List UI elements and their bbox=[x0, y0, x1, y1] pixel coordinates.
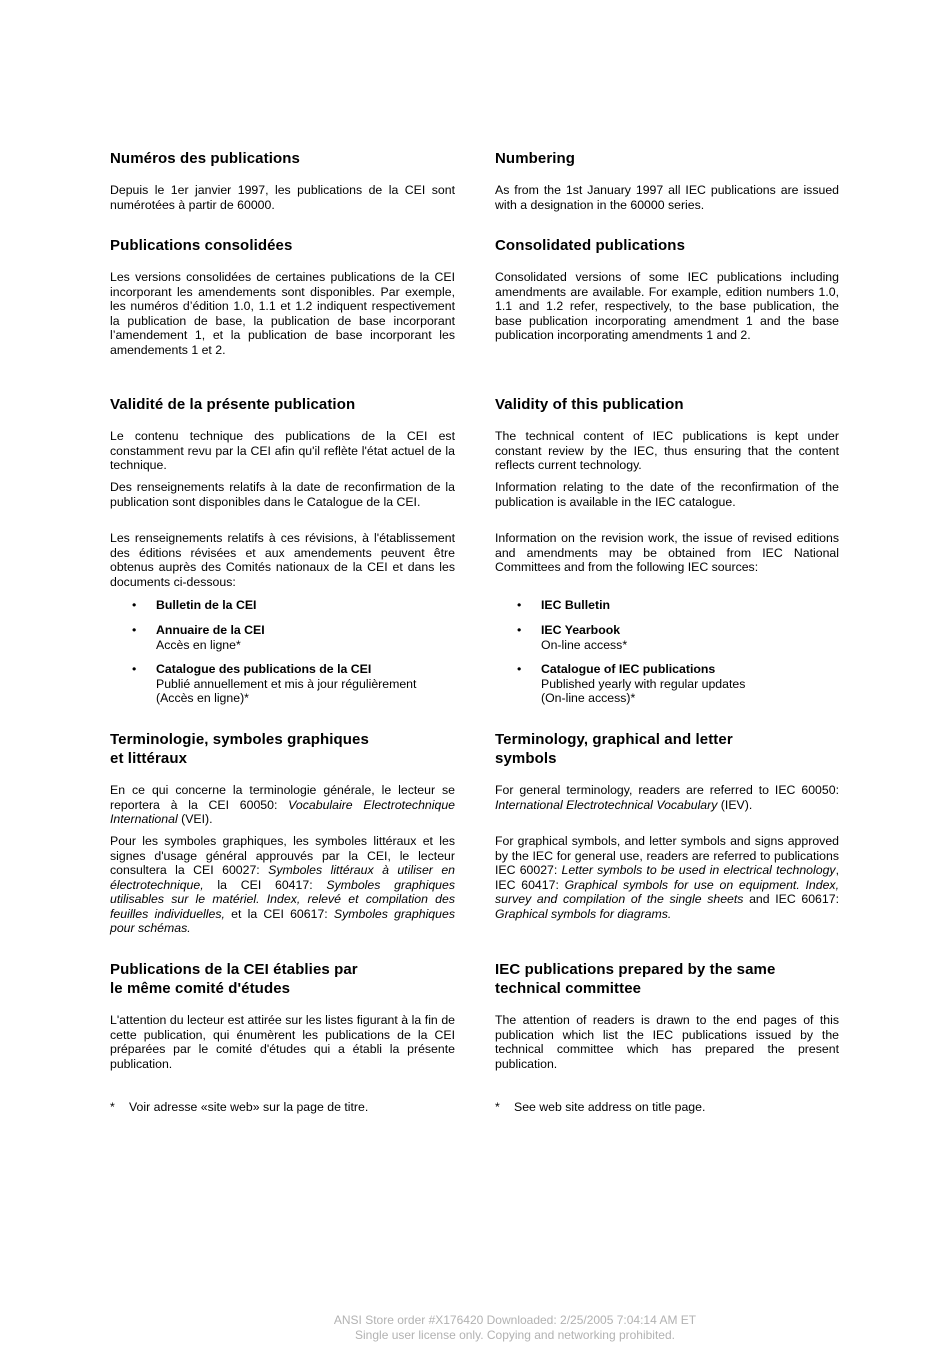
list-item bbox=[110, 623, 455, 652]
validity-paragraph: Le contenu technique des publications de la CEI est constamment revu par la CEI afin qu'il reflète l'état actuel de la technique. bbox=[110, 429, 455, 472]
source-detail: On-line access* bbox=[541, 637, 628, 652]
list-item bbox=[495, 662, 839, 706]
terminology-heading-line: Terminology, graphical and letter bbox=[495, 731, 733, 748]
bullet: • bbox=[132, 598, 137, 612]
source-title: Annuaire de la CEI bbox=[156, 623, 265, 637]
footnote: * See web site address on title page. bbox=[495, 1100, 706, 1114]
validity-paragraph: The technical content of IEC publications is kept under constant review by the IEC, thus ensuring that the content reflects current technology. bbox=[495, 429, 839, 472]
bullet: • bbox=[517, 598, 522, 612]
terminology-heading bbox=[495, 730, 839, 768]
list-item bbox=[495, 623, 839, 652]
terminology-paragraph: For general terminology, readers are referred to IEC 60050: International Electrotechnical Vocabulary (IEV). bbox=[495, 783, 839, 812]
source-detail: Accès en ligne* bbox=[156, 637, 241, 652]
bullet: • bbox=[132, 662, 137, 676]
terminology-heading bbox=[110, 730, 455, 768]
source-detail: Publié annuellement et mis à jour régulièrement bbox=[156, 676, 417, 691]
consolidated-heading: Publications consolidées bbox=[110, 237, 293, 254]
footnote: * Voir adresse «site web» sur la page de titre. bbox=[110, 1100, 369, 1114]
numbering-heading: Numéros des publications bbox=[110, 150, 300, 167]
numbering-heading: Numbering bbox=[495, 150, 576, 167]
bullet: • bbox=[132, 623, 137, 637]
terminology-heading-line: et littéraux bbox=[110, 750, 188, 767]
source-title: Bulletin de la CEI bbox=[156, 598, 257, 612]
list-item bbox=[110, 598, 455, 613]
committee-heading bbox=[110, 960, 455, 998]
validity-heading: Validity of this publication bbox=[495, 396, 684, 413]
consolidated-heading: Consolidated publications bbox=[495, 237, 686, 254]
source-detail: (Accès en ligne)* bbox=[156, 691, 249, 705]
license-watermark bbox=[0, 1313, 950, 1342]
license-watermark-line: Single user license only. Copying and networking prohibited. bbox=[355, 1327, 675, 1342]
terminology-paragraph: Pour les symboles graphiques, les symboles littéraux et les signes d'usage général approuvés par la CEI, le lecteur consultera la CEI 60027: Symboles littéraux à utiliser en électrotechnique, la CEI 60417: Symboles graphiques utilisables sur le matériel. Index, relevé et compilation des feuilles individuelles, et la CEI 60617: Symboles graphiques pour schémas. bbox=[110, 834, 455, 935]
list-item bbox=[495, 598, 839, 613]
committee-heading-line: technical committee bbox=[495, 980, 642, 997]
validity-paragraph: Les renseignements relatifs à ces révisions, à l'établissement des éditions révisées et aux amendements peuvent être obtenus auprès des Comités nationaux de la CEI et dans les documents ci-dessous: bbox=[110, 531, 455, 589]
license-watermark-line: ANSI Store order #X176420 Downloaded: 2/25/2005 7:04:14 AM ET bbox=[333, 1313, 697, 1327]
terminology-heading-line: symbols bbox=[495, 750, 557, 767]
terminology-heading-line: Terminologie, symboles graphiques bbox=[110, 731, 369, 748]
source-title: Catalogue of IEC publications bbox=[541, 662, 716, 676]
terminology-paragraph: For graphical symbols, and letter symbols and signs approved by the IEC for general use, readers are referred to publications IEC 60027: Letter symbols to be used in electrical technology, IEC 60417: Graphical symbols for use on equipment. Index, survey and compilation of the single sheets and IEC 60617: Graphical symbols for diagrams. bbox=[495, 834, 839, 921]
numbering-text: Depuis le 1er janvier 1997, les publications de la CEI sont numérotées à partir de 60000. bbox=[110, 183, 455, 212]
validity-paragraph: Information relating to the date of the reconfirmation of the publication is available in the IEC catalogue. bbox=[495, 480, 839, 509]
validity-paragraph: Des renseignements relatifs à la date de reconfirmation de la publication sont disponibles dans le Catalogue de la CEI. bbox=[110, 480, 455, 509]
source-detail: Published yearly with regular updates bbox=[541, 676, 746, 691]
committee-heading bbox=[495, 960, 839, 998]
validity-heading: Validité de la présente publication bbox=[110, 396, 356, 413]
source-title: IEC Bulletin bbox=[541, 598, 611, 612]
bullet: • bbox=[517, 623, 522, 637]
committee-text: L'attention du lecteur est attirée sur les listes figurant à la fin de cette publication, qui énumèrent les publications de la CEI préparées par le comité d'études qui a établi la présente publication. bbox=[110, 1013, 455, 1071]
committee-heading-line: Publications de la CEI établies par bbox=[110, 961, 358, 978]
validity-paragraph: Information on the revision work, the issue of revised editions and amendments may be obtained from IEC National Committees and from the following IEC sources: bbox=[495, 531, 839, 574]
committee-text: The attention of readers is drawn to the end pages of this publication which list the IEC publications issued by the technical committee which has prepared the present publication. bbox=[495, 1013, 839, 1071]
consolidated-text: Consolidated versions of some IEC publications including amendments are available. For example, edition numbers 1.0, 1.1 and 1.2 refer, respectively, to the base publication, the base publication incorporating amendment 1 and the base publication incorporating amendments 1 and 2. bbox=[495, 270, 839, 342]
committee-heading-line: le même comité d'études bbox=[110, 980, 291, 997]
numbering-text: As from the 1st January 1997 all IEC publications are issued with a designation in the 60000 series. bbox=[495, 183, 839, 212]
consolidated-text: Les versions consolidées de certaines publications de la CEI incorporant les amendements sont disponibles. Par exemple, les numéros d’édition 1.0, 1.1 et 1.2 indiquent respectivement la publication de base, la publication de base incorporant l’amendement 1, et la publication de base incorporant les amendements 1 et 2. bbox=[110, 270, 455, 357]
bullet: • bbox=[517, 662, 522, 676]
committee-heading-line: IEC publications prepared by the same bbox=[495, 961, 776, 978]
source-detail: (On-line access)* bbox=[541, 691, 636, 705]
source-title: IEC Yearbook bbox=[541, 623, 621, 637]
terminology-paragraph: En ce qui concerne la terminologie générale, le lecteur se reportera à la CEI 60050: Vocabulaire Electrotechnique International (VEI). bbox=[110, 783, 455, 826]
source-title: Catalogue des publications de la CEI bbox=[156, 662, 372, 676]
list-item bbox=[110, 662, 455, 706]
